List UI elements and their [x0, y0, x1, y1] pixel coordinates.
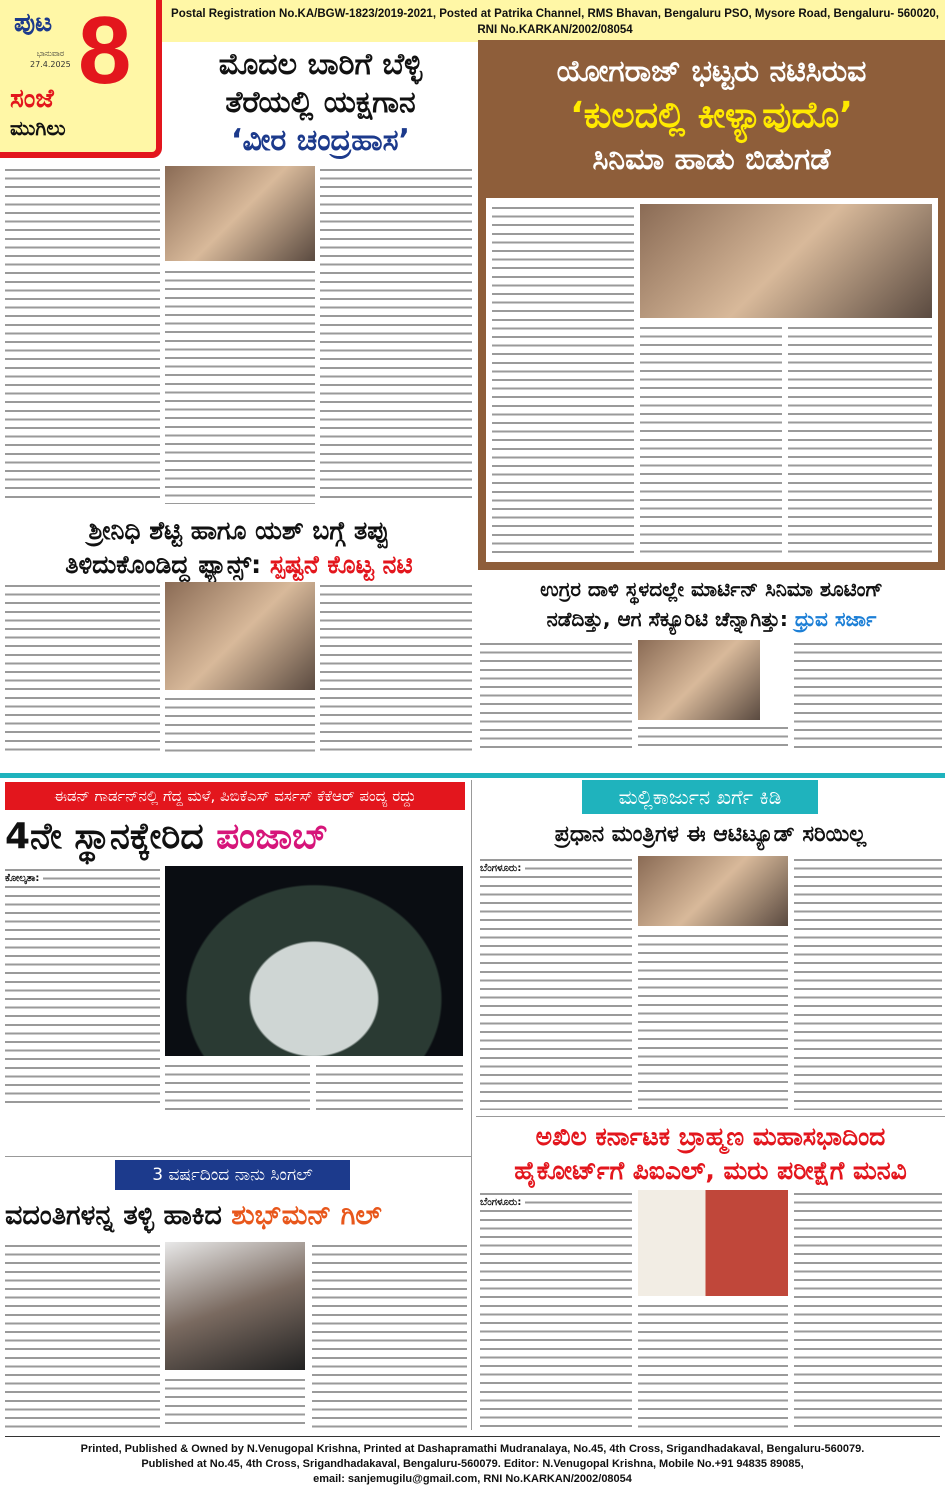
- headline-part: ತಿಳಿದುಕೊಂಡಿದ್ದ ಫ್ಯಾನ್ಸ್:: [65, 550, 270, 579]
- article-body: [794, 1190, 942, 1430]
- headline-line: ತೆರೆಯಲ್ಲಿ ಯಕ್ಷಗಾನ: [225, 85, 416, 120]
- footer-line: Published at No.45, 4th Cross, Srigandhadakaval, Bengaluru-560079. Editor: N.Venugopal Krishna, Mobile No.+91 94835 89085,: [141, 1458, 804, 1470]
- headline-line: ಹೈಕೋರ್ಟ್‌ಗೆ ಪಿಐಎಲ್, ಮರು ಪರೀಕ್ಷೆಗೆ ಮನವಿ: [514, 1156, 907, 1185]
- headline-line: ಉಗ್ರರ ದಾಳಿ ಸ್ಥಳದಲ್ಲೇ ಮಾರ್ಟಿನ್ ಸಿನಿಮಾ ಶೂಟಿಂಗ್: [540, 577, 883, 601]
- article-body: [480, 1190, 632, 1430]
- punjab-banner: ಈಡನ್ ಗಾರ್ಡನ್‌ನಲ್ಲಿ ಗೆದ್ದ ಮಳೆ, ಪಿಬಿಕೆಎಸ್ ವರ್ಸಸ್ ಕೆಕೆಆರ್ ಪಂದ್ಯ ರದ್ದು: [5, 782, 465, 810]
- article-body: [480, 856, 632, 1110]
- page-number: 8: [78, 0, 132, 104]
- kuladalli-headline: [478, 50, 945, 182]
- dateline: ಬೆಂಗಳೂರು:: [480, 1197, 525, 1208]
- article-body: [165, 1062, 310, 1110]
- srinidhi-headline: [5, 514, 473, 582]
- dateline: ಕೋಲ್ಕತಾ:: [5, 873, 43, 884]
- article-body: [794, 640, 942, 752]
- press-meet-photo: [165, 166, 315, 261]
- article-body: [5, 1242, 160, 1430]
- article-body: [492, 204, 634, 554]
- masthead-logo: [0, 0, 162, 158]
- headline-part: ನಡೆದಿತ್ತು, ಆಗ ಸೆಕ್ಯೂರಿಟಿ ಚೆನ್ನಾಗಿತ್ತು:: [546, 607, 795, 631]
- headline-line: ಸಿನಿಮಾ ಹಾಡು ಬಿಡುಗಡೆ: [592, 142, 831, 177]
- shubman-gill-photo: [165, 1242, 305, 1370]
- date-block: [30, 48, 71, 70]
- imprint-footer: [0, 1442, 945, 1487]
- kharge-banner: ಮಲ್ಲಿಕಾರ್ಜುನ ಖರ್ಗೆ ಕಿಡಿ: [582, 780, 818, 814]
- article-body: [320, 166, 472, 504]
- article-body: [638, 724, 788, 752]
- yakshagana-headline: [168, 46, 473, 160]
- article-body: [638, 1302, 788, 1430]
- brand-name: ಸಂಜೆ: [10, 84, 54, 114]
- headline-part: ಧ್ರುವ ಸರ್ಜಾ: [794, 607, 877, 631]
- headline-line: ಮೊದಲ ಬಾರಿಗೆ ಬೆಳ್ಳಿ: [218, 47, 423, 82]
- footer-line: Printed, Published & Owned by N.Venugopal Krishna, Printed at Dashapramathi Mudranalaya, No.45, 4th Cross, Srigandhadakaval, Bengaluru-560079.: [80, 1443, 865, 1455]
- article-body: [316, 1062, 463, 1110]
- article-body: [320, 582, 472, 752]
- gill-banner: 3 ವರ್ಷದಿಂದ ನಾನು ಸಿಂಗಲ್: [115, 1160, 350, 1190]
- headline-part: ವದಂತಿಗಳನ್ನ ತಳ್ಳಿ ಹಾಕಿದ: [5, 1200, 232, 1231]
- footer-line: email: sanjemugilu@gmail.com, RNI No.KARKAN/2002/08054: [313, 1473, 632, 1485]
- headline-part: ಸ್ಪಷ್ಟನೆ ಕೊಟ್ಟ ನಟಿ: [269, 550, 413, 579]
- martin-headline: [478, 574, 945, 634]
- modi-kharge-photo: [638, 856, 788, 926]
- yash-srinidhi-photo: [165, 582, 315, 690]
- dhruva-sarja-photo: [638, 640, 760, 720]
- stadium-photo: [165, 866, 463, 1056]
- brand-name-2: ಮುಗಿಲು: [10, 116, 66, 140]
- article-body: [640, 324, 782, 554]
- divider: [5, 1156, 471, 1157]
- postal-registration: Postal Registration No.KA/BGW-1823/2019-2021, Posted at Patrika Channel, RMS Bhavan, Bengaluru PSO, Mysore Road, Bengaluru- 560020, RNI No.KARKAN/2002/08054: [171, 8, 939, 36]
- brahmana-headline: [476, 1120, 945, 1188]
- article-body: [788, 324, 932, 554]
- headline-part: 4ನೇ ಸ್ಥಾನಕ್ಕೇರಿದ: [5, 816, 217, 857]
- footer-rule: [5, 1436, 940, 1437]
- article-body: [165, 268, 315, 504]
- article-body: [5, 166, 160, 504]
- article-body: [5, 582, 160, 752]
- headline-part: ಶುಭ್‌ಮನ್ ಗಿಲ್: [231, 1200, 382, 1231]
- article-body: [165, 1376, 305, 1430]
- headline-line: ‘ಕುಲದಲ್ಲಿ ಕೀಳ್ಯಾವುದೊ’: [570, 95, 853, 136]
- weekday: ಭಾನುವಾರ: [36, 49, 65, 58]
- punjab-headline: [5, 812, 465, 862]
- article-body: [312, 1242, 467, 1430]
- section-divider: [0, 773, 945, 778]
- gill-headline: [5, 1194, 471, 1238]
- date: 27.4.2025: [30, 60, 71, 69]
- headline-line: ಯೋಗರಾಜ್ ಭಟ್ಟರು ನಟಿಸಿರುವ: [556, 54, 867, 89]
- song-launch-photo: [640, 204, 932, 318]
- column-divider: [471, 780, 472, 1430]
- headline-line: ಅಖಿಲ ಕರ್ನಾಟಕ ಬ್ರಾಹ್ಮಣ ಮಹಾಸಭಾದಿಂದ: [535, 1122, 886, 1151]
- headline-part: ಪಂಜಾಬ್: [216, 816, 329, 857]
- article-body: [638, 932, 788, 1110]
- article-body: [165, 695, 315, 752]
- divider: [476, 1116, 945, 1117]
- kharge-headline: ಪ್ರಧಾನ ಮಂತ್ರಿಗಳ ಈ ಆಟಿಟ್ಯೂಡ್ ಸರಿಯಿಲ್ಲ: [554, 822, 867, 847]
- high-court-photo: [638, 1190, 788, 1296]
- headline-line: ಶ್ರೀನಿಧಿ ಶೆಟ್ಟಿ ಹಾಗೂ ಯಶ್ ಬಗ್ಗೆ ತಪ್ಪು: [88, 516, 390, 545]
- page-word: ಪುಟ: [14, 8, 53, 38]
- article-body: [5, 866, 160, 1110]
- article-body: [480, 640, 632, 752]
- dateline: ಬೆಂಗಳೂರು:: [480, 863, 525, 874]
- article-body: [794, 856, 942, 1110]
- headline-line: ‘ವೀರ ಚಂದ್ರಹಾಸ’: [231, 123, 410, 158]
